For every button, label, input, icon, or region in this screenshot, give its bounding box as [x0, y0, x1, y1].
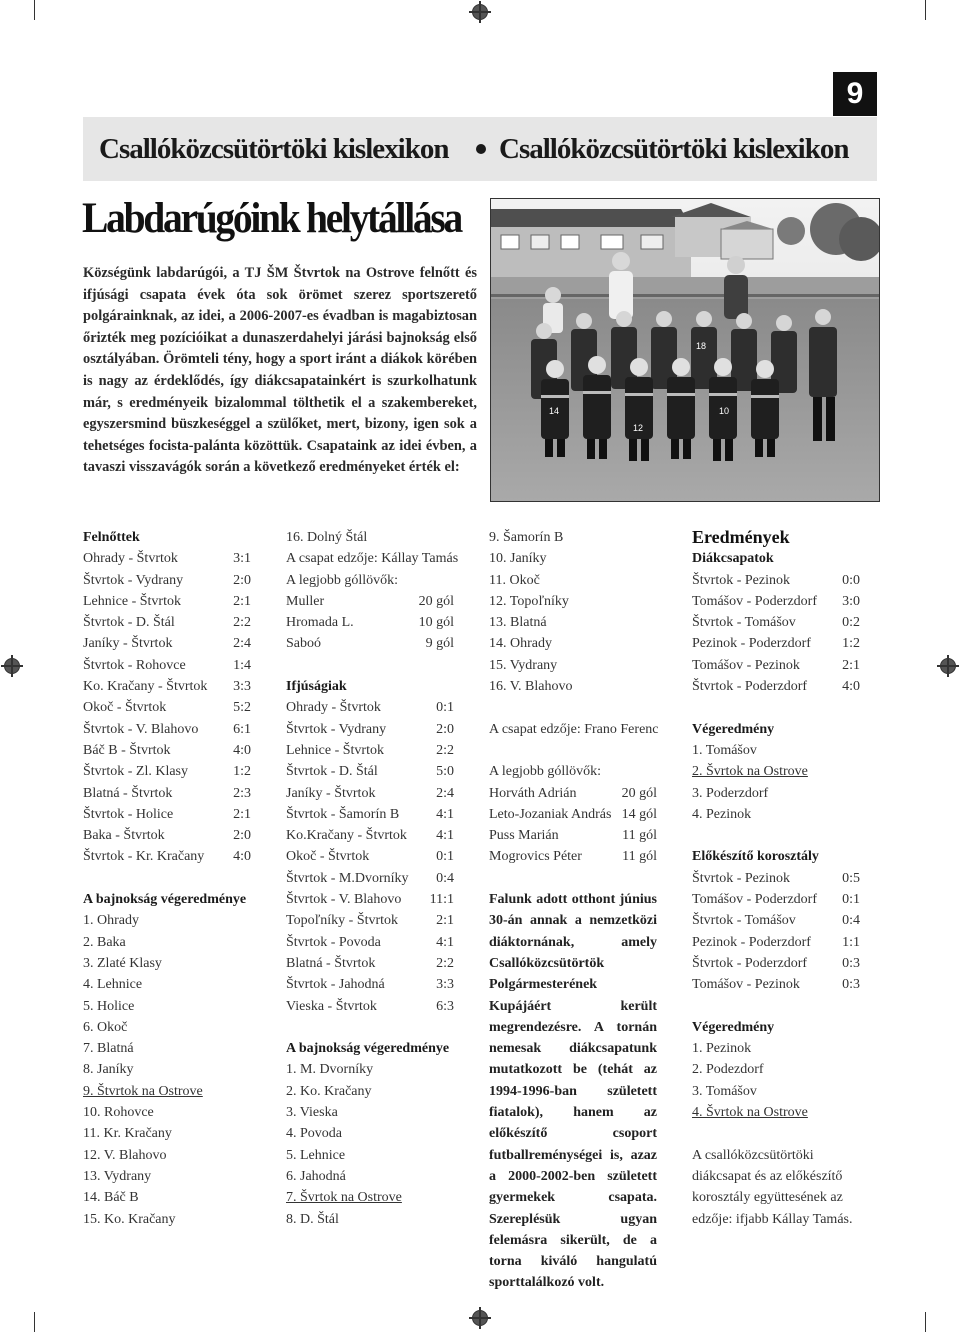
- match-result-label: Štvrtok - Poderzdorf: [692, 679, 808, 695]
- match-result-value: 5:0: [436, 764, 454, 780]
- match-result-label: Vieska - Štvrtok: [286, 998, 377, 1014]
- match-result: [83, 633, 251, 654]
- match-result-label: Štvrtok - Jahodná: [286, 977, 385, 993]
- match-result-value: 0:4: [436, 870, 454, 886]
- match-result-value: 2:0: [233, 828, 251, 844]
- coach-note: A csallóközcsütörtöki diákcsapat és az előkészítő korosztály együttesének az edzője: ifjabb Kállay Tamás.: [692, 1147, 853, 1227]
- final-standings-heading: Végeredmény: [692, 721, 775, 737]
- match-result-value: 0:5: [842, 870, 860, 886]
- match-result: [286, 996, 454, 1017]
- spacer: [489, 740, 657, 761]
- standings-item: 1. M. Dvorníky: [286, 1062, 374, 1078]
- match-result-label: Štvrtok - Kr. Kračany: [83, 849, 205, 865]
- match-result: [692, 655, 860, 676]
- match-result-value: 6:3: [436, 998, 454, 1014]
- standings-item: 3. Vieska: [286, 1105, 338, 1121]
- match-result-value: 4:0: [842, 679, 860, 695]
- match-result: [286, 825, 454, 846]
- match-result-label: Tomášov - Poderzdorf: [692, 892, 817, 908]
- match-result: [692, 889, 860, 910]
- shirt-number: 18: [696, 341, 707, 351]
- match-result: [286, 889, 454, 910]
- standings-item: 5. Lehnice: [286, 1147, 346, 1163]
- crop-mark: [34, 1312, 35, 1332]
- standings-item: 3. Tomášov: [692, 1083, 757, 1099]
- youth-standings-list: [286, 1059, 454, 1229]
- match-result-label: Ohrady - Štvrtok: [286, 700, 381, 716]
- match-result: [83, 697, 251, 718]
- match-result-label: Baka - Štvrtok: [83, 828, 165, 844]
- standings-item: 1. Pezinok: [692, 1041, 752, 1057]
- standings-item: 5. Holice: [83, 998, 135, 1014]
- scorers-heading: A legjobb góllövők:: [489, 764, 601, 780]
- match-result-value: 2:1: [842, 657, 860, 673]
- standings-item: 2. Baka: [83, 934, 126, 950]
- match-result: [692, 868, 860, 889]
- match-result-label: Štvrtok - Vydrany: [286, 721, 387, 737]
- registration-mark-icon: [937, 655, 959, 677]
- team-photo: [490, 198, 880, 502]
- match-result-value: 3:3: [436, 977, 454, 993]
- match-result: [83, 783, 251, 804]
- standings-heading: A bajnokság végeredménye: [83, 892, 247, 908]
- match-result-value: 0:4: [842, 913, 860, 929]
- shirt-number: 10: [719, 406, 730, 416]
- match-result-label: Štvrtok - Pezinok: [692, 870, 790, 886]
- adults-standings-list: [83, 910, 251, 1229]
- match-result-value: 2:0: [233, 572, 251, 588]
- match-result-label: Štvrtok - Šamorín B: [286, 806, 400, 822]
- scorer-row-label: Mogrovics Péter: [489, 849, 582, 865]
- match-result-label: Okoč - Štvrtok: [286, 849, 370, 865]
- standings-item: 11. Kr. Kračany: [83, 1126, 172, 1142]
- scorer-row: [286, 612, 454, 633]
- match-result-label: Tomášov - Poderzdorf: [692, 593, 817, 609]
- match-result-label: Štvrtok - V. Blahovo: [83, 721, 199, 737]
- scorer-row-value: 10 gól: [418, 615, 454, 631]
- match-result-value: 3:0: [842, 593, 860, 609]
- spacer: [286, 1017, 454, 1038]
- crop-mark: [925, 1312, 926, 1332]
- scorer-row-label: Puss Marián: [489, 828, 559, 844]
- match-result: [286, 974, 454, 995]
- match-result-value: 4:1: [436, 806, 454, 822]
- match-result-value: 2:4: [436, 785, 454, 801]
- match-result-value: 2:0: [436, 721, 454, 737]
- page-number: 9: [833, 72, 877, 116]
- registration-mark-icon: [469, 1307, 491, 1329]
- match-result-label: Ko.Kračany - Štvrtok: [286, 828, 407, 844]
- match-result-label: Lehnice - Štvrtok: [286, 742, 384, 758]
- match-result-value: 3:1: [233, 551, 251, 567]
- match-result-value: 0:1: [436, 849, 454, 865]
- standings-item: 14. Ohrady: [489, 636, 552, 652]
- standings-item: 4. Švrtok na Ostrove: [692, 1105, 808, 1121]
- coach-line: A csapat edzője: Frano Ferenc: [489, 721, 659, 737]
- match-result: [286, 697, 454, 718]
- standings-item: 6. Jahodná: [286, 1168, 346, 1184]
- spacer: [692, 825, 860, 846]
- final-standings-heading: Végeredmény: [692, 1019, 775, 1035]
- match-result: [692, 676, 860, 697]
- shirt-number: 14: [549, 406, 560, 416]
- section-heading-adults: Felnőttek: [83, 530, 140, 545]
- match-result: [83, 655, 251, 676]
- match-result: [83, 825, 251, 846]
- match-result-label: Ko. Kračany - Štvrtok: [83, 679, 208, 695]
- match-result-value: 4:0: [233, 742, 251, 758]
- standings-item: 4. Lehnice: [83, 977, 143, 993]
- standings-item: 2. Ko. Kračany: [286, 1083, 372, 1099]
- scorer-row-value: 9 gól: [425, 636, 454, 652]
- match-result-value: 0:0: [842, 572, 860, 588]
- match-result: [692, 974, 860, 995]
- standings-item: 13. Blatná: [489, 615, 547, 631]
- match-result: [692, 570, 860, 591]
- match-result-value: 5:2: [233, 700, 251, 716]
- standings-item: 10. Janíky: [489, 551, 547, 567]
- standings-item: 14. Báč B: [83, 1190, 139, 1206]
- match-result-label: Lehnice - Štvrtok: [83, 593, 181, 609]
- standings-item: 16. V. Blahovo: [489, 679, 573, 695]
- prep-results-list: [692, 868, 860, 996]
- match-result-label: Štvrtok - D. Štál: [286, 764, 378, 780]
- scorer-row-label: Saboó: [286, 636, 321, 652]
- prep-age-heading: Előkészítő korosztály: [692, 849, 819, 865]
- match-result: [692, 591, 860, 612]
- match-result-label: Štvrtok - Tomášov: [692, 913, 796, 929]
- spacer: [692, 1123, 860, 1144]
- match-result: [692, 612, 860, 633]
- final-standings-list: [692, 1038, 860, 1123]
- registration-mark-icon: [469, 1, 491, 23]
- match-result-label: Štvrtok - Rohovce: [83, 657, 186, 673]
- standings-item: 13. Vydrany: [83, 1168, 152, 1184]
- match-result-value: 4:0: [233, 849, 251, 865]
- tournament-paragraph: Falunk adott otthont június 30-án annak a nemzetközi diáktornának, amely Csallóközcsütörtök Polgármesterének Kupájáért került megrendezésre. A tornán nemesak diákcsapatunk mutatkozott be (tehát az 1994-1996-ban született fiatalok), hanem az előkészítő csoport futballreménységei is, azaz a 2000-2002-ben született gyermekek csapata. Szereplésük ugyan felemásra sikerült, de a torna kiváló hangulatú sporttalálkozó volt.: [489, 892, 657, 1291]
- scorer-row: [489, 825, 657, 846]
- match-result: [83, 570, 251, 591]
- match-result-value: 1:4: [233, 657, 251, 673]
- match-result-label: Štvrtok - Zl. Klasy: [83, 764, 188, 780]
- match-result: [286, 932, 454, 953]
- standings-item: 2. Švrtok na Ostrove: [692, 764, 808, 780]
- article-intro: Községünk labdarúgói, a TJ ŠM Štvrtok na Ostrove felnőtt és ifjúsági csapata évek óta sok örömet szerez sportszerető polgárainknak, az idei, a 2006-2007-es évadban is magabiztosan őrizték meg pozícióikat a dunaszerdahelyi járási bajnokság első osztályában. Örömteli tény, hogy a sport iránt a diákok körében is nagy az érdeklődés, így diákcsapatainkért is szurkolhatunk már, s eredményeik bizalommal tölthetik el a szakembereket, egyszersmind büszkeséggel a szülőket, mert, bizony, igen sok a tehetséges focista-palánta közöttük. Csapataink az idei évben, a tavaszi visszavágók során a következő eredményeket érték el:: [83, 265, 477, 476]
- match-result-value: 2:1: [436, 913, 454, 929]
- match-result-value: 2:1: [233, 806, 251, 822]
- match-result-value: 1:1: [842, 934, 860, 950]
- standings-item: 1. Ohrady: [83, 913, 139, 929]
- match-result: [692, 633, 860, 654]
- match-result: [83, 591, 251, 612]
- column-youth-cont: [489, 527, 657, 1294]
- standings-item: 4. Povoda: [286, 1126, 342, 1142]
- match-result-value: 0:2: [842, 615, 860, 631]
- coach-line: A csapat edzője: Kállay Tamás: [286, 551, 459, 567]
- registration-mark-icon: [1, 655, 23, 677]
- youth-standings-list-cont: [489, 527, 657, 697]
- banner-title-left: Csallóközcsütörtöki kislexikon: [99, 133, 449, 165]
- standings-item: 3. Poderzdorf: [692, 785, 769, 801]
- standings-item: 16. Dolný Štál: [286, 530, 368, 545]
- standings-item: 7. Švrtok na Ostrove: [286, 1190, 402, 1206]
- standings-item: 3. Zlaté Klasy: [83, 955, 162, 971]
- scorer-row-value: 11 gól: [622, 828, 657, 844]
- match-result: [692, 910, 860, 931]
- scorer-row: [489, 783, 657, 804]
- scorer-row: [489, 804, 657, 825]
- match-result-label: Štvrtok - Vydrany: [83, 572, 184, 588]
- match-result: [83, 761, 251, 782]
- scorer-row: [286, 633, 454, 654]
- match-result-value: 2:2: [233, 615, 251, 631]
- match-result-value: 1:2: [842, 636, 860, 652]
- match-result: [83, 846, 251, 867]
- standings-item: 12. V. Blahovo: [83, 1147, 167, 1163]
- match-result-value: 6:1: [233, 721, 251, 737]
- match-result-label: Štvrtok - D. Štál: [83, 615, 175, 631]
- match-result-label: Tomášov - Pezinok: [692, 977, 800, 993]
- match-result-label: Blatná - Štvrtok: [286, 955, 376, 971]
- spacer: [489, 868, 657, 889]
- scorers-heading: A legjobb góllövők:: [286, 572, 398, 588]
- scorers-list: [489, 783, 657, 868]
- scorer-row-label: Horváth Adrián: [489, 785, 577, 801]
- scorer-row-value: 20 gól: [621, 785, 657, 801]
- standings-item: 7. Blatná: [83, 1041, 134, 1057]
- standings-item: 9. Štvrtok na Ostrove: [83, 1083, 203, 1099]
- spacer: [83, 868, 251, 889]
- scorer-row-label: Hromada L.: [286, 615, 354, 631]
- student-results-list: [692, 570, 860, 698]
- standings-item: 8. Janíky: [83, 1062, 134, 1078]
- match-result-value: 0:3: [842, 955, 860, 971]
- shirt-number: 12: [633, 423, 644, 433]
- match-result-label: Okoč - Štvrtok: [83, 700, 167, 716]
- match-result-value: 4:1: [436, 828, 454, 844]
- column-tournament: [692, 527, 860, 1230]
- match-result-value: 11:1: [429, 892, 454, 908]
- standings-item: 10. Rohovce: [83, 1105, 154, 1121]
- match-result-label: Topoľníky - Štvrtok: [286, 913, 399, 929]
- match-result-label: Štvrtok - V. Blahovo: [286, 892, 402, 908]
- match-result-label: Štvrtok - M.Dvorníky: [286, 870, 409, 886]
- match-result: [286, 953, 454, 974]
- match-result-label: Štvrtok - Holice: [83, 806, 174, 822]
- match-result-label: Janíky - Štvrtok: [286, 785, 376, 801]
- match-result-label: Pezinok - Poderzdorf: [692, 934, 811, 950]
- match-result: [286, 761, 454, 782]
- column-youth: [286, 527, 459, 1230]
- match-result-value: 4:1: [436, 934, 454, 950]
- standings-item: 1. Tomášov: [692, 742, 757, 758]
- spacer: [489, 697, 657, 718]
- match-result-label: Tomášov - Pezinok: [692, 657, 800, 673]
- scorer-row-label: Muller: [286, 593, 325, 609]
- spacer: [692, 697, 860, 718]
- match-result-label: Blatná - Štvrtok: [83, 785, 173, 801]
- scorers-list: [286, 591, 454, 655]
- standings-item: 8. D. Štál: [286, 1211, 339, 1227]
- scorer-row-label: Leto-Jozaniak András: [489, 806, 612, 822]
- section-heading-youth: Ifjúságiak: [286, 679, 347, 695]
- scorer-row: [489, 846, 657, 867]
- match-result-value: 0:1: [436, 700, 454, 716]
- crop-mark: [925, 0, 926, 20]
- match-result-value: 2:2: [436, 742, 454, 758]
- match-result: [83, 804, 251, 825]
- match-result: [286, 846, 454, 867]
- results-heading: Eredmények: [692, 527, 790, 547]
- match-result: [286, 910, 454, 931]
- match-result-label: Štvrtok - Pezinok: [692, 572, 790, 588]
- match-result-value: 2:2: [436, 955, 454, 971]
- standings-item: 9. Šamorín B: [489, 530, 564, 545]
- crop-mark: [34, 0, 35, 20]
- standings-item: 11. Okoč: [489, 572, 540, 588]
- scorer-row-value: 14 gól: [621, 806, 657, 822]
- match-result-label: Báč B - Štvrtok: [83, 742, 171, 758]
- match-result: [692, 932, 860, 953]
- match-result: [83, 740, 251, 761]
- adults-results-list: [83, 548, 251, 867]
- match-result-value: 3:3: [233, 679, 251, 695]
- match-result-label: Štvrtok - Tomášov: [692, 615, 796, 631]
- standings-item: 15. Vydrany: [489, 657, 558, 673]
- match-result: [286, 868, 454, 889]
- standings-heading: A bajnokság végeredménye: [286, 1041, 450, 1057]
- column-adults: [83, 527, 251, 1230]
- match-result: [286, 804, 454, 825]
- student-teams-heading: Diákcsapatok: [692, 551, 774, 567]
- match-result: [83, 612, 251, 633]
- standings-item: 15. Ko. Kračany: [83, 1211, 176, 1227]
- match-result: [83, 548, 251, 569]
- match-result: [286, 719, 454, 740]
- match-result: [286, 783, 454, 804]
- match-result-value: 0:1: [842, 892, 860, 908]
- scorer-row-value: 11 gól: [622, 849, 657, 865]
- spacer: [286, 655, 454, 676]
- banner-bullet-icon: [476, 144, 486, 154]
- article-title: Labdarúgóink helytállása: [82, 195, 461, 242]
- standings-item: 6. Okoč: [83, 1019, 128, 1035]
- standings-item: 2. Podezdorf: [692, 1062, 764, 1078]
- match-result-value: 2:4: [233, 636, 251, 652]
- match-result: [286, 740, 454, 761]
- standings-item: 12. Topoľníky: [489, 593, 569, 609]
- match-result: [83, 719, 251, 740]
- match-result-label: Pezinok - Poderzdorf: [692, 636, 811, 652]
- match-result: [83, 676, 251, 697]
- match-result-value: 2:1: [233, 593, 251, 609]
- spacer: [692, 996, 860, 1017]
- match-result: [692, 953, 860, 974]
- match-result-label: Štvrtok - Poderzdorf: [692, 955, 808, 971]
- youth-results-list: [286, 697, 454, 1016]
- match-result-label: Štvrtok - Povoda: [286, 934, 381, 950]
- match-result-label: Ohrady - Štvrtok: [83, 551, 178, 567]
- match-result-value: 2:3: [233, 785, 251, 801]
- scorer-row: [286, 591, 454, 612]
- match-result-value: 1:2: [233, 764, 251, 780]
- final-standings-list: [692, 740, 860, 825]
- banner-title-right: Csallóközcsütörtöki kislexikon: [499, 133, 849, 165]
- scorer-row-value: 20 gól: [418, 593, 454, 609]
- standings-item: 4. Pezinok: [692, 806, 752, 822]
- match-result-value: 0:3: [842, 977, 860, 993]
- match-result-label: Janíky - Štvrtok: [83, 636, 173, 652]
